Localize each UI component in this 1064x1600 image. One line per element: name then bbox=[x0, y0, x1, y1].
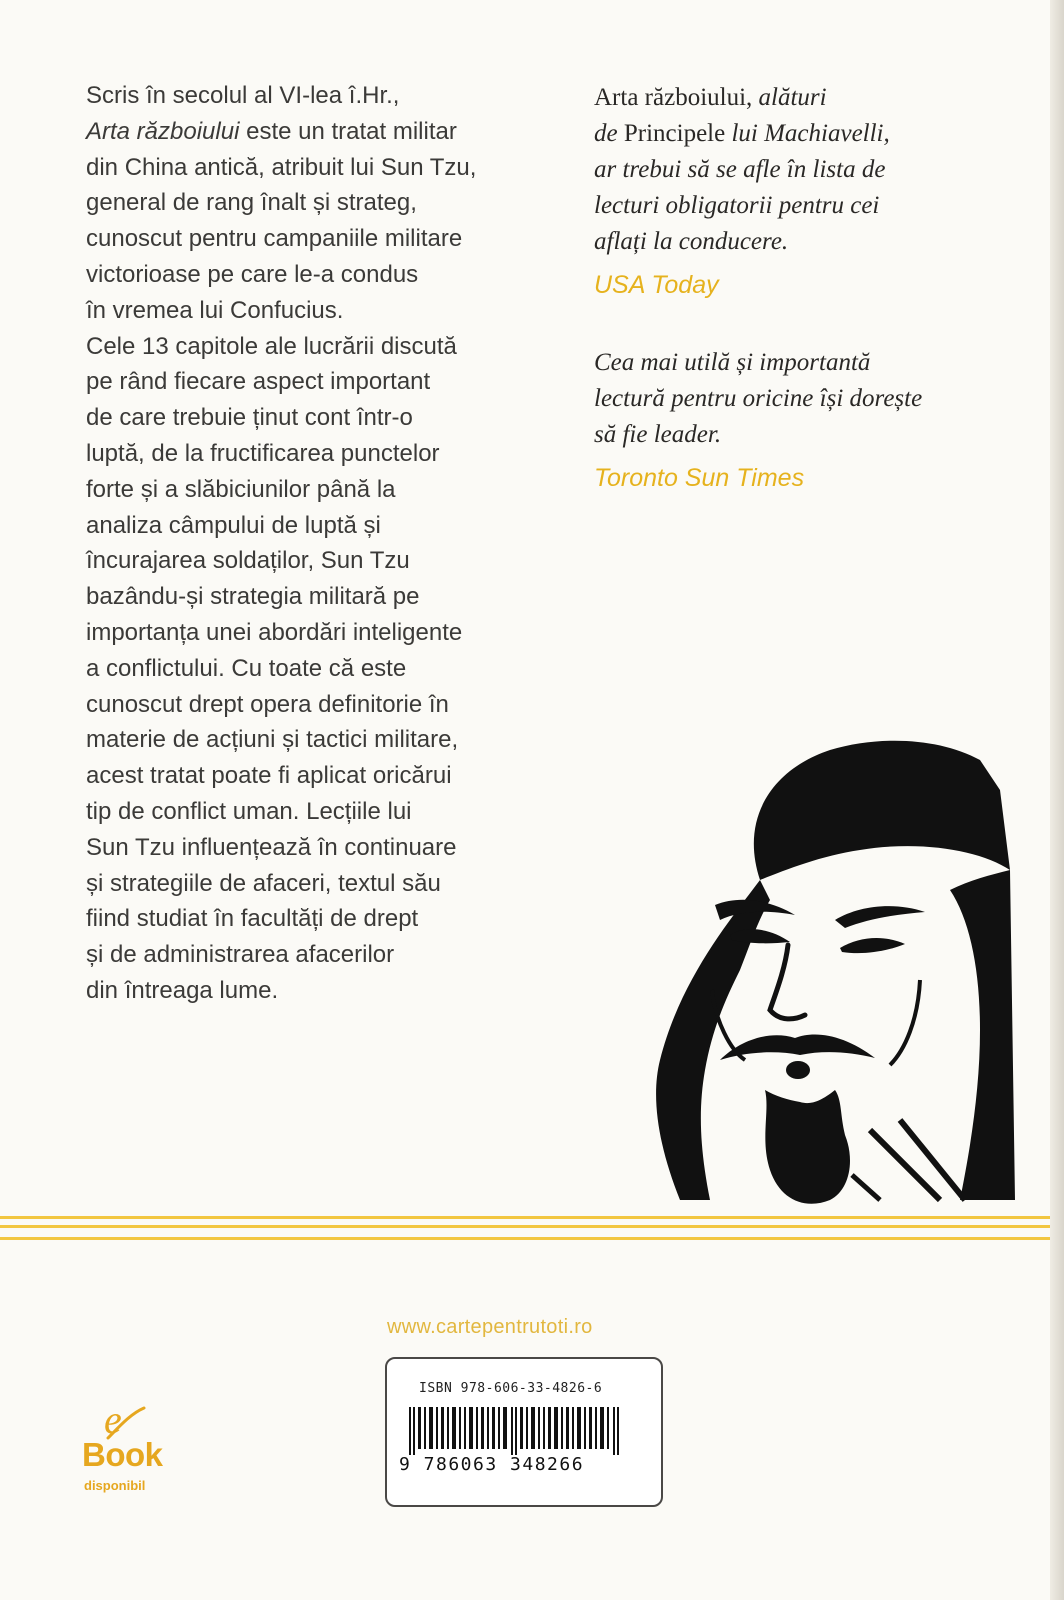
quote-line: să fie leader. bbox=[594, 421, 722, 448]
quote-line: aflați la conducere. bbox=[594, 228, 789, 255]
blurb-line: cunoscut pentru campaniile militare bbox=[86, 225, 463, 253]
decorative-gold-rule bbox=[0, 1216, 1050, 1240]
quote-upright-text: Principele bbox=[617, 120, 726, 147]
blurb-line: Scris în secolul al VI-lea î.Hr., bbox=[86, 82, 400, 109]
ean-digits: 9 786063 348266 bbox=[399, 1454, 585, 1475]
blurb-line bbox=[86, 114, 556, 150]
blurb-line: general de rang înalt și strateg, bbox=[86, 189, 417, 217]
blurb-line: și strategiile de afaceri, textul său bbox=[86, 869, 441, 897]
blurb-line: în vremea lui Confucius. bbox=[86, 296, 344, 324]
blurb-line: luptă, de la fructificarea punctelor bbox=[86, 439, 440, 467]
blurb-line: și de administrarea afacerilor bbox=[86, 941, 395, 969]
blurb-line: analiza câmpului de luptă și bbox=[86, 511, 381, 539]
sun-tzu-portrait-illustration bbox=[620, 730, 1020, 1220]
quote-line bbox=[594, 116, 1014, 152]
quote-italic-text: alături bbox=[752, 84, 827, 111]
blurb-line: materie de acțiuni și tactici militare, bbox=[86, 726, 459, 754]
ebook-word: Book bbox=[82, 1436, 163, 1473]
blurb-line: a conflictului. Cu toate că este bbox=[86, 654, 407, 682]
blurb-line: acest tratat poate fi aplicat oricărui bbox=[86, 762, 452, 790]
quote-line: Cea mai utilă și importantă bbox=[594, 349, 871, 376]
ebook-subtitle: disponibil bbox=[84, 1478, 146, 1493]
blurb-line: importanța unei abordări inteligente bbox=[86, 618, 463, 646]
blurb-line-rest: este un tratat militar bbox=[239, 117, 457, 145]
isbn-number: ISBN 978-606-33-4826-6 bbox=[419, 1381, 603, 1396]
blurb-line: de care trebuie ținut cont într-o bbox=[86, 404, 413, 432]
quote-line: ar trebui să se afle în lista de bbox=[594, 156, 886, 183]
blurb-line: victorioase pe care le-a condus bbox=[86, 260, 419, 288]
book-spine-edge bbox=[1050, 0, 1064, 1600]
quote-line: lectură pentru oricine își dorește bbox=[594, 385, 923, 412]
back-cover-blurb bbox=[86, 78, 556, 1009]
quote-italic-text: lui Machiavelli, bbox=[725, 120, 890, 147]
blurb-line: din China antică, atribuit lui Sun Tzu, bbox=[86, 153, 477, 181]
blurb-line: Cele 13 capitole ale lucrării discută bbox=[86, 332, 457, 360]
blurb-line: pe rând fiecare aspect important bbox=[86, 368, 431, 396]
blurb-line: forte și a slăbiciunilor până la bbox=[86, 475, 396, 503]
review-quote-toronto-sun bbox=[594, 345, 1014, 495]
blurb-line: din întreaga lume. bbox=[86, 976, 279, 1004]
isbn-barcode bbox=[385, 1357, 663, 1507]
quote-upright-text: Arta războiului, bbox=[594, 84, 753, 111]
book-title-italic: Arta războiului bbox=[86, 117, 240, 145]
blurb-line: Sun Tzu influențează în continuare bbox=[86, 833, 457, 861]
barcode-bars bbox=[403, 1407, 643, 1455]
quote-source: USA Today bbox=[594, 271, 719, 299]
publisher-website[interactable]: www.cartepentrutoti.ro bbox=[387, 1316, 593, 1338]
blurb-line: bazându-și strategia militară pe bbox=[86, 583, 420, 611]
quote-source: Toronto Sun Times bbox=[594, 464, 805, 492]
review-quote-usa-today bbox=[594, 80, 1014, 302]
blurb-line: cunoscut drept opera definitorie în bbox=[86, 690, 449, 718]
blurb-line: fiind studiat în facultăți de drept bbox=[86, 905, 419, 933]
quote-line bbox=[594, 80, 1014, 116]
quote-italic-text: de bbox=[594, 120, 618, 147]
ebook-available-logo bbox=[82, 1397, 182, 1500]
blurb-line: tip de conflict uman. Lecțiile lui bbox=[86, 797, 412, 825]
ebook-letter-e: e bbox=[104, 1397, 122, 1442]
blurb-line: încurajarea soldaților, Sun Tzu bbox=[86, 547, 410, 575]
quote-line: lecturi obligatorii pentru cei bbox=[594, 192, 880, 219]
